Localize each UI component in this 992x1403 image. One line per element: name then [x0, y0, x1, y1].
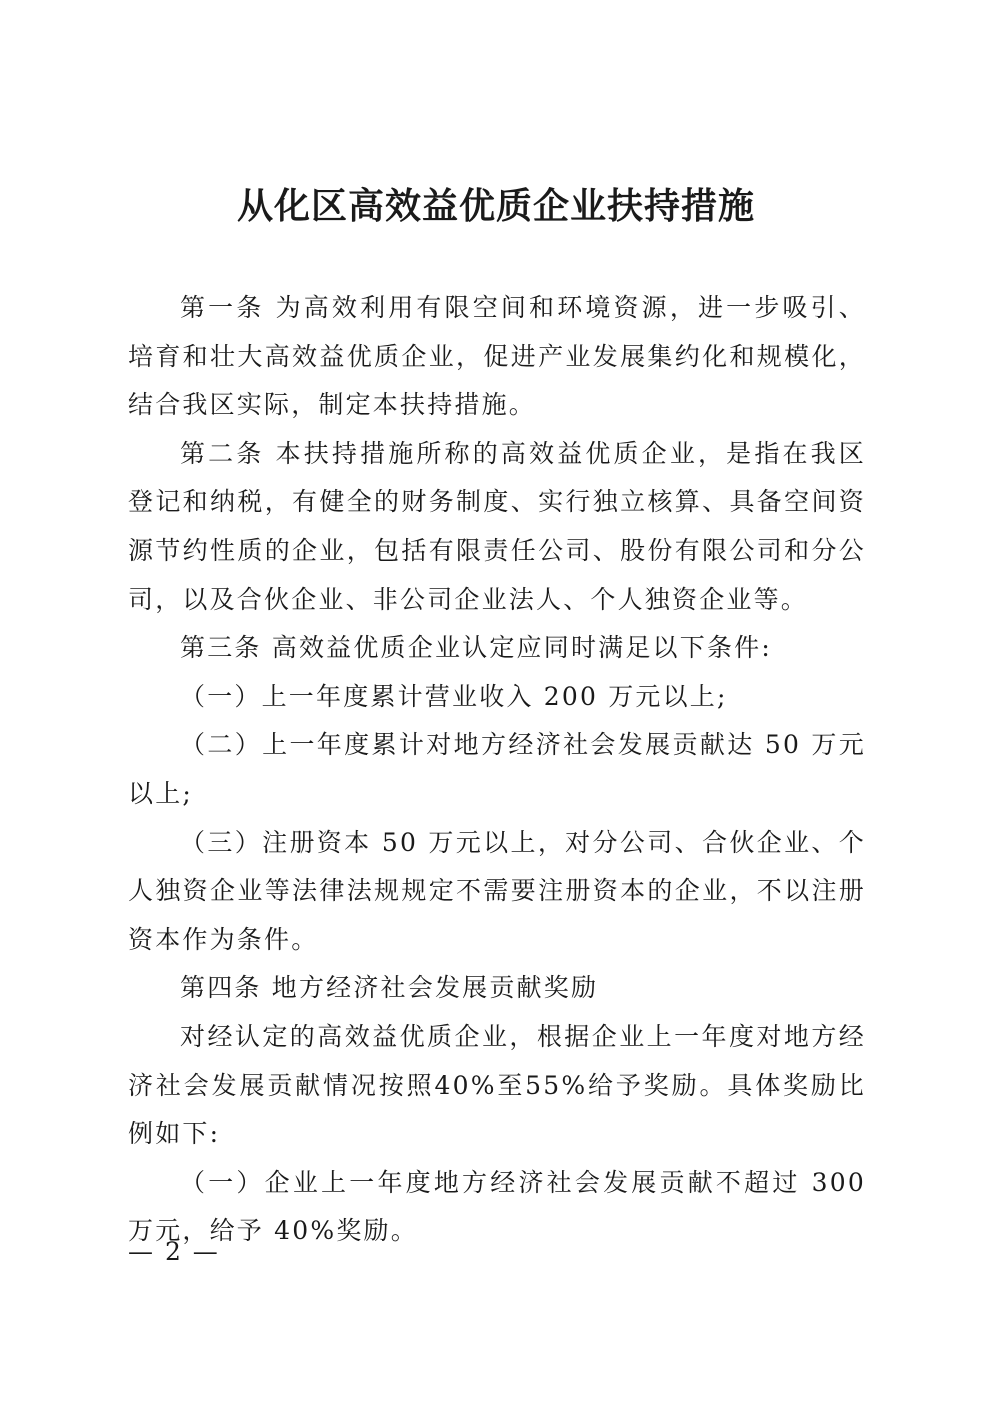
article-3-heading: 第三条 高效益优质企业认定应同时满足以下条件: [180, 633, 772, 663]
article-4-heading: 第四条 地方经济社会发展贡献奖励 [180, 973, 599, 1003]
article-3-condition-1: （一）上一年度累计营业收入 200 万元以上; [180, 681, 728, 711]
document-body [128, 284, 866, 1256]
article-3-condition-3: （三）注册资本 50 万元以上，对分公司、合伙企业、个人独资企业等法律法规规定不需要注册资本的企业，不以注册资本作为条件。 [128, 827, 866, 954]
page-number: — 2 — [128, 1237, 220, 1266]
article-2-paragraph: 第二条 本扶持措施所称的高效益优质企业，是指在我区登记和纳税，有健全的财务制度、实行独立核算、具备空间资源节约性质的企业，包括有限责任公司、股份有限公司和分公司，以及合伙企业、非公司企业法人、个人独资企业等。 [128, 438, 866, 614]
article-4-paragraph: 对经认定的高效益优质企业，根据企业上一年度对地方经济社会发展贡献情况按照40%至55%给予奖励。具体奖励比例如下: [128, 1021, 866, 1149]
document-title: 从化区高效益优质企业扶持措施 [236, 185, 755, 227]
article-4-item-1: （一）企业上一年度地方经济社会发展贡献不超过 300 万元，给予 40%奖励。 [128, 1167, 866, 1246]
article-1-paragraph: 第一条 为高效利用有限空间和环境资源，进一步吸引、培育和壮大高效益优质企业，促进产业发展集约化和规模化，结合我区实际，制定本扶持措施。 [128, 293, 866, 420]
article-3-condition-2: （二）上一年度累计对地方经济社会发展贡献达 50 万元以上; [128, 730, 866, 808]
